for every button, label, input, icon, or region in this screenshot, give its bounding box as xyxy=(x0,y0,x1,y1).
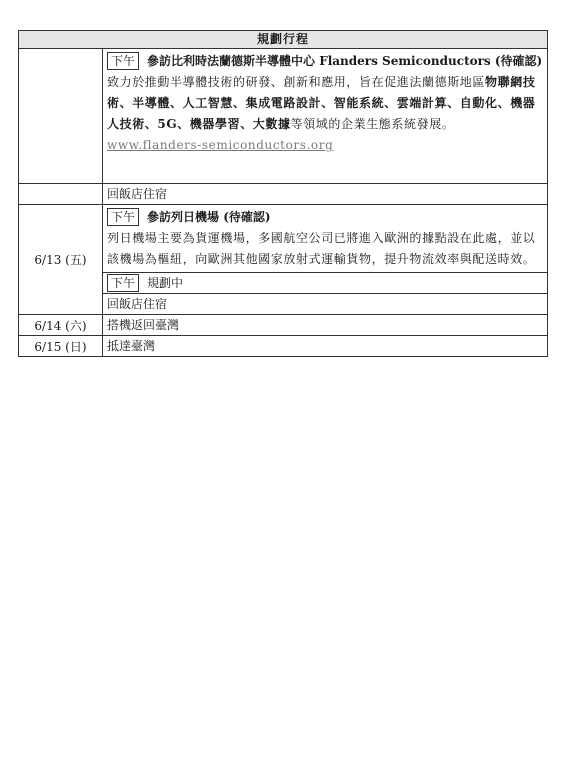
date-cell xyxy=(19,49,103,184)
date-cell: 6/13 (五) xyxy=(19,205,103,315)
table-row xyxy=(19,49,548,184)
time-tag: 下午 xyxy=(107,52,139,70)
description-highlight: 物聯網技術、半導體、人工智慧、集成電路設計、智能系統、雲端計算、自動化、機器人技術、5G、機器學習、大數據 xyxy=(107,75,536,131)
table-row xyxy=(19,205,548,273)
schedule-table xyxy=(18,30,548,357)
date-cell xyxy=(19,184,103,205)
date-cell: 6/14 (六) xyxy=(19,315,103,336)
activity-cell: 搭機返回臺灣 xyxy=(103,315,548,336)
activity-title: 參訪列日機場 (待確認) xyxy=(147,210,271,224)
note-cell: 回飯店住宿 xyxy=(103,184,548,205)
time-tag: 下午 xyxy=(107,208,139,226)
activity-cell xyxy=(103,49,548,184)
table-row xyxy=(19,184,548,205)
note-cell: 回飯店住宿 xyxy=(103,294,548,315)
activity-cell: 抵達臺灣 xyxy=(103,336,548,357)
activity-description xyxy=(107,72,543,156)
activity-description: 列日機場主要為貨運機場，多國航空公司已將進入歐洲的據點設在此處，並以該機場為樞紐，向歐洲其他國家放射式運輸貨物，提升物流效率與配送時效。 xyxy=(107,231,536,266)
description-tail: 等領域的企業生態系統發展。 xyxy=(290,117,455,131)
table-row xyxy=(19,336,548,357)
activity-cell xyxy=(103,273,548,294)
time-tag: 下午 xyxy=(107,274,139,292)
activity-title: 規劃中 xyxy=(147,276,184,290)
table-header: 規劃行程 xyxy=(19,31,548,49)
activity-cell xyxy=(103,205,548,273)
date-cell: 6/15 (日) xyxy=(19,336,103,357)
website-link[interactable]: www.flanders-semiconductors.org xyxy=(107,138,334,152)
activity-title: 參訪比利時法蘭德斯半導體中心 Flanders Semiconductors (待確認) xyxy=(147,54,543,68)
table-header-row xyxy=(19,31,548,49)
description-intro: 致力於推動半導體技術的研發、創新和應用，旨在促進法蘭德斯地區 xyxy=(107,75,486,89)
table-row xyxy=(19,315,548,336)
